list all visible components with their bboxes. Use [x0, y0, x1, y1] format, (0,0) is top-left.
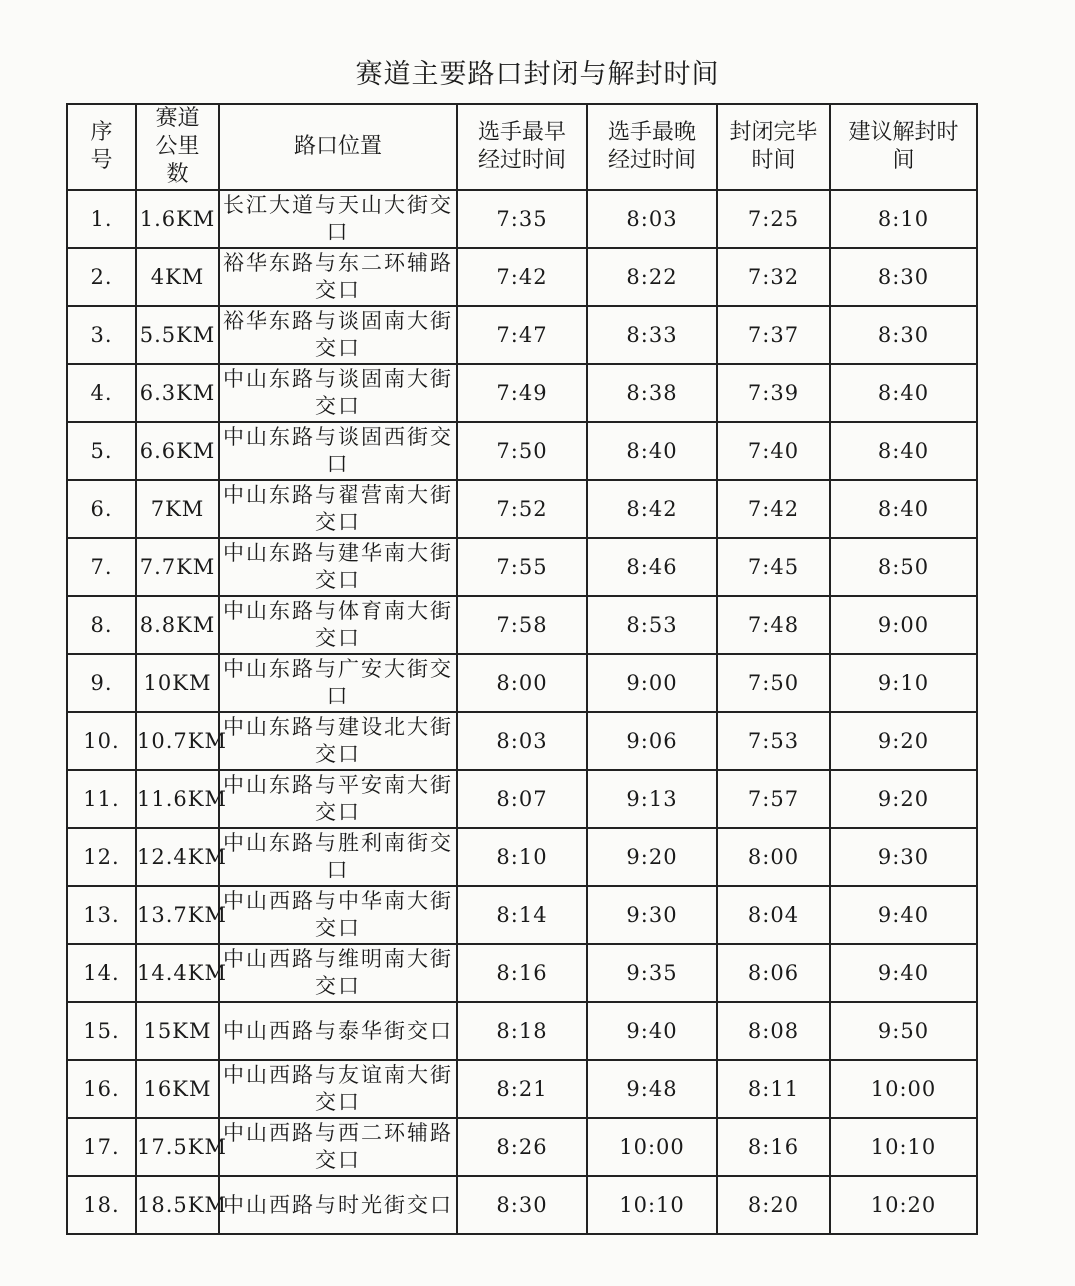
- cell-latest-pass: 8:53: [587, 596, 717, 654]
- cell-closure-complete: 8:00: [717, 828, 830, 886]
- cell-index: 14.: [67, 944, 136, 1002]
- cell-suggested-reopen: 9:10: [830, 654, 977, 712]
- cell-closure-complete: 8:08: [717, 1002, 830, 1060]
- cell-earliest-pass: 7:42: [457, 248, 587, 306]
- cell-closure-complete: 7:40: [717, 422, 830, 480]
- cell-km: 13.7KM: [136, 886, 219, 944]
- header-earliest-pass: 选手最早经过时间: [457, 104, 587, 190]
- cell-latest-pass: 8:46: [587, 538, 717, 596]
- cell-index: 1.: [67, 190, 136, 248]
- table-row: [67, 422, 977, 480]
- cell-closure-complete: 8:11: [717, 1060, 830, 1118]
- cell-suggested-reopen: 9:40: [830, 886, 977, 944]
- cell-latest-pass: 9:35: [587, 944, 717, 1002]
- cell-km: 17.5KM: [136, 1118, 219, 1176]
- table-row: [67, 248, 977, 306]
- cell-km: 16KM: [136, 1060, 219, 1118]
- cell-km: 11.6KM: [136, 770, 219, 828]
- cell-index: 5.: [67, 422, 136, 480]
- cell-location: 裕华东路与谈固南大街交口: [219, 306, 457, 364]
- cell-location: 中山西路与友谊南大街交口: [219, 1060, 457, 1118]
- cell-suggested-reopen: 8:30: [830, 248, 977, 306]
- cell-closure-complete: 8:20: [717, 1176, 830, 1234]
- cell-index: 2.: [67, 248, 136, 306]
- cell-location: 中山西路与西二环辅路交口: [219, 1118, 457, 1176]
- closure-schedule-table: [66, 103, 978, 1235]
- cell-location: 中山东路与翟营南大街交口: [219, 480, 457, 538]
- cell-suggested-reopen: 8:30: [830, 306, 977, 364]
- cell-km: 18.5KM: [136, 1176, 219, 1234]
- cell-closure-complete: 7:57: [717, 770, 830, 828]
- cell-latest-pass: 8:38: [587, 364, 717, 422]
- cell-index: 15.: [67, 1002, 136, 1060]
- cell-index: 16.: [67, 1060, 136, 1118]
- cell-earliest-pass: 8:03: [457, 712, 587, 770]
- cell-suggested-reopen: 9:50: [830, 1002, 977, 1060]
- cell-km: 14.4KM: [136, 944, 219, 1002]
- cell-closure-complete: 8:16: [717, 1118, 830, 1176]
- cell-earliest-pass: 8:18: [457, 1002, 587, 1060]
- cell-km: 6.3KM: [136, 364, 219, 422]
- document-title: 赛道主要路口封闭与解封时间: [355, 59, 720, 90]
- cell-index: 3.: [67, 306, 136, 364]
- cell-location: 中山西路与中华南大街交口: [219, 886, 457, 944]
- cell-index: 18.: [67, 1176, 136, 1234]
- table-row: [67, 712, 977, 770]
- cell-latest-pass: 10:10: [587, 1176, 717, 1234]
- cell-closure-complete: 7:50: [717, 654, 830, 712]
- table-row: [67, 480, 977, 538]
- cell-latest-pass: 10:00: [587, 1118, 717, 1176]
- cell-earliest-pass: 8:16: [457, 944, 587, 1002]
- cell-km: 5.5KM: [136, 306, 219, 364]
- cell-earliest-pass: 7:55: [457, 538, 587, 596]
- cell-earliest-pass: 8:30: [457, 1176, 587, 1234]
- cell-latest-pass: 9:48: [587, 1060, 717, 1118]
- cell-latest-pass: 8:22: [587, 248, 717, 306]
- table-row: [67, 1118, 977, 1176]
- table-row: [67, 1002, 977, 1060]
- table-row: [67, 770, 977, 828]
- cell-latest-pass: 9:30: [587, 886, 717, 944]
- cell-location: 中山西路与泰华街交口: [219, 1002, 457, 1060]
- cell-latest-pass: 9:20: [587, 828, 717, 886]
- cell-location: 裕华东路与东二环辅路交口: [219, 248, 457, 306]
- cell-suggested-reopen: 9:40: [830, 944, 977, 1002]
- cell-location: 中山东路与平安南大街交口: [219, 770, 457, 828]
- header-location: 路口位置: [219, 104, 457, 190]
- cell-earliest-pass: 7:50: [457, 422, 587, 480]
- cell-location: 中山东路与胜利南街交口: [219, 828, 457, 886]
- table-row: [67, 886, 977, 944]
- header-suggested-reopen: 建议解封时间: [830, 104, 977, 190]
- cell-closure-complete: 7:37: [717, 306, 830, 364]
- cell-earliest-pass: 8:21: [457, 1060, 587, 1118]
- table-row: [67, 306, 977, 364]
- table-row: [67, 1060, 977, 1118]
- table-row: [67, 538, 977, 596]
- cell-earliest-pass: 8:00: [457, 654, 587, 712]
- cell-location: 中山东路与体育南大街交口: [219, 596, 457, 654]
- cell-km: 10KM: [136, 654, 219, 712]
- cell-earliest-pass: 8:14: [457, 886, 587, 944]
- cell-suggested-reopen: 9:30: [830, 828, 977, 886]
- cell-closure-complete: 7:32: [717, 248, 830, 306]
- cell-suggested-reopen: 8:40: [830, 422, 977, 480]
- cell-index: 6.: [67, 480, 136, 538]
- table-body: [67, 190, 977, 1234]
- cell-index: 11.: [67, 770, 136, 828]
- cell-suggested-reopen: 8:40: [830, 480, 977, 538]
- table-row: [67, 828, 977, 886]
- cell-earliest-pass: 8:10: [457, 828, 587, 886]
- cell-suggested-reopen: 8:40: [830, 364, 977, 422]
- cell-km: 12.4KM: [136, 828, 219, 886]
- cell-latest-pass: 9:13: [587, 770, 717, 828]
- table-row: [67, 596, 977, 654]
- cell-closure-complete: 7:48: [717, 596, 830, 654]
- cell-earliest-pass: 7:35: [457, 190, 587, 248]
- cell-location: 中山东路与建设北大街交口: [219, 712, 457, 770]
- cell-suggested-reopen: 9:20: [830, 712, 977, 770]
- cell-index: 7.: [67, 538, 136, 596]
- table-row: [67, 654, 977, 712]
- cell-latest-pass: 8:33: [587, 306, 717, 364]
- cell-index: 17.: [67, 1118, 136, 1176]
- cell-location: 中山东路与广安大街交口: [219, 654, 457, 712]
- cell-closure-complete: 7:39: [717, 364, 830, 422]
- cell-km: 15KM: [136, 1002, 219, 1060]
- cell-km: 1.6KM: [136, 190, 219, 248]
- cell-latest-pass: 9:40: [587, 1002, 717, 1060]
- cell-closure-complete: 7:42: [717, 480, 830, 538]
- cell-index: 9.: [67, 654, 136, 712]
- cell-earliest-pass: 7:47: [457, 306, 587, 364]
- header-closure-complete: 封闭完毕时间: [717, 104, 830, 190]
- cell-location: 长江大道与天山大街交口: [219, 190, 457, 248]
- cell-suggested-reopen: 9:00: [830, 596, 977, 654]
- cell-suggested-reopen: 10:10: [830, 1118, 977, 1176]
- cell-location: 中山东路与建华南大街交口: [219, 538, 457, 596]
- table-row: [67, 364, 977, 422]
- cell-index: 10.: [67, 712, 136, 770]
- cell-closure-complete: 8:06: [717, 944, 830, 1002]
- cell-closure-complete: 7:53: [717, 712, 830, 770]
- cell-suggested-reopen: 10:00: [830, 1060, 977, 1118]
- cell-suggested-reopen: 10:20: [830, 1176, 977, 1234]
- cell-earliest-pass: 8:26: [457, 1118, 587, 1176]
- cell-index: 12.: [67, 828, 136, 886]
- cell-km: 4KM: [136, 248, 219, 306]
- table-row: [67, 1176, 977, 1234]
- cell-suggested-reopen: 8:10: [830, 190, 977, 248]
- cell-earliest-pass: 7:52: [457, 480, 587, 538]
- cell-location: 中山东路与谈固南大街交口: [219, 364, 457, 422]
- cell-index: 8.: [67, 596, 136, 654]
- cell-km: 10.7KM: [136, 712, 219, 770]
- table-header-row: [67, 104, 977, 190]
- cell-km: 7.7KM: [136, 538, 219, 596]
- cell-earliest-pass: 7:49: [457, 364, 587, 422]
- cell-latest-pass: 9:00: [587, 654, 717, 712]
- cell-closure-complete: 7:25: [717, 190, 830, 248]
- cell-earliest-pass: 8:07: [457, 770, 587, 828]
- cell-location: 中山东路与谈固西街交口: [219, 422, 457, 480]
- table-row: [67, 944, 977, 1002]
- cell-location: 中山西路与时光街交口: [219, 1176, 457, 1234]
- cell-earliest-pass: 7:58: [457, 596, 587, 654]
- cell-latest-pass: 8:42: [587, 480, 717, 538]
- table-row: [67, 190, 977, 248]
- header-index: 序号: [67, 104, 136, 190]
- cell-closure-complete: 8:04: [717, 886, 830, 944]
- cell-km: 7KM: [136, 480, 219, 538]
- cell-latest-pass: 9:06: [587, 712, 717, 770]
- cell-suggested-reopen: 8:50: [830, 538, 977, 596]
- cell-latest-pass: 8:40: [587, 422, 717, 480]
- cell-km: 8.8KM: [136, 596, 219, 654]
- cell-km: 6.6KM: [136, 422, 219, 480]
- cell-latest-pass: 8:03: [587, 190, 717, 248]
- header-latest-pass: 选手最晚经过时间: [587, 104, 717, 190]
- cell-closure-complete: 7:45: [717, 538, 830, 596]
- cell-location: 中山西路与维明南大街交口: [219, 944, 457, 1002]
- cell-index: 13.: [67, 886, 136, 944]
- header-km: 赛道公里数: [136, 104, 219, 190]
- cell-suggested-reopen: 9:20: [830, 770, 977, 828]
- cell-index: 4.: [67, 364, 136, 422]
